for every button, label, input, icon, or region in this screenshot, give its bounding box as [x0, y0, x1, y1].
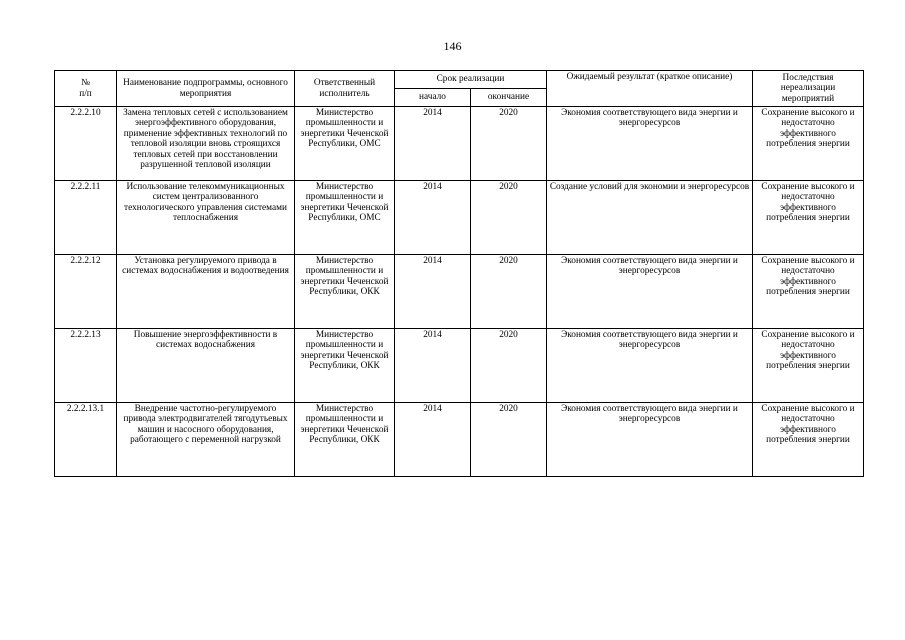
row-name: Внедрение частотно-регулируемого привода электродвигателей тягодутьевых машин и насосного оборудования, работающего с переменной нагрузкой [117, 403, 295, 477]
page-number: 146 [443, 39, 462, 53]
row-result: Экономия соответствующего вида энергии и энергоресурсов [547, 329, 753, 403]
table-row [55, 181, 864, 255]
row-num: 2.2.2.12 [55, 255, 117, 329]
row-end: 2020 [471, 181, 547, 255]
row-consequences: Сохранение высокого и недостаточно эффективного потребления энергии [753, 181, 864, 255]
row-result: Экономия соответствующего вида энергии и энергоресурсов [547, 107, 753, 181]
row-consequences: Сохранение высокого и недостаточно эффективного потребления энергии [753, 403, 864, 477]
row-start: 2014 [395, 329, 471, 403]
header-start: начало [395, 89, 471, 107]
row-consequences: Сохранение высокого и недостаточно эффективного потребления энергии [753, 107, 864, 181]
table-row [55, 329, 864, 403]
header-result: Ожидаемый результат (краткое описание) [547, 71, 753, 107]
row-start: 2014 [395, 181, 471, 255]
row-num: 2.2.2.13 [55, 329, 117, 403]
row-result: Создание условий для экономии и энергоресурсов [547, 181, 753, 255]
table-row [55, 403, 864, 477]
program-table [54, 70, 864, 477]
header-responsible: Ответственный исполнитель [295, 71, 395, 107]
row-responsible: Министерство промышленности и энергетики Чеченской Республики, ОМС [295, 107, 395, 181]
row-responsible: Министерство промышленности и энергетики Чеченской Республики, ОМС [295, 181, 395, 255]
row-start: 2014 [395, 255, 471, 329]
row-name: Повышение энергоэффективности в системах водоснабжения [117, 329, 295, 403]
row-start: 2014 [395, 107, 471, 181]
row-result: Экономия соответствующего вида энергии и энергоресурсов [547, 255, 753, 329]
row-consequences: Сохранение высокого и недостаточно эффективного потребления энергии [753, 329, 864, 403]
header-period: Срок реализации [395, 71, 547, 89]
row-num: 2.2.2.11 [55, 181, 117, 255]
row-end: 2020 [471, 255, 547, 329]
header-row [55, 71, 864, 89]
row-result: Экономия соответствующего вида энергии и энергоресурсов [547, 403, 753, 477]
table-row [55, 255, 864, 329]
row-responsible: Министерство промышленности и энергетики Чеченской Республики, ОКК [295, 329, 395, 403]
header-end: окончание [471, 89, 547, 107]
row-consequences: Сохранение высокого и недостаточно эффективного потребления энергии [753, 255, 864, 329]
row-end: 2020 [471, 403, 547, 477]
row-responsible: Министерство промышленности и энергетики Чеченской Республики, ОКК [295, 403, 395, 477]
row-name: Замена тепловых сетей с использованием энергоэффективного оборудования, применение эффективных технологий по тепловой изоляции вновь строящихся тепловых сетей при восстановлении разрушенной тепловой изоляции [117, 107, 295, 181]
row-end: 2020 [471, 329, 547, 403]
row-start: 2014 [395, 403, 471, 477]
row-responsible: Министерство промышленности и энергетики Чеченской Республики, ОКК [295, 255, 395, 329]
table-row [55, 107, 864, 181]
header-consequences: Последствия нереализации мероприятий [753, 71, 864, 107]
row-end: 2020 [471, 107, 547, 181]
row-name: Установка регулируемого привода в системах водоснабжения и водоотведения [117, 255, 295, 329]
header-name: Наименование подпрограммы, основного мероприятия [117, 71, 295, 107]
header-num: № п/п [55, 71, 117, 107]
row-num: 2.2.2.10 [55, 107, 117, 181]
row-num: 2.2.2.13.1 [55, 403, 117, 477]
row-name: Использование телекоммуникационных систем централизованного технологического управления системами теплоснабжения [117, 181, 295, 255]
